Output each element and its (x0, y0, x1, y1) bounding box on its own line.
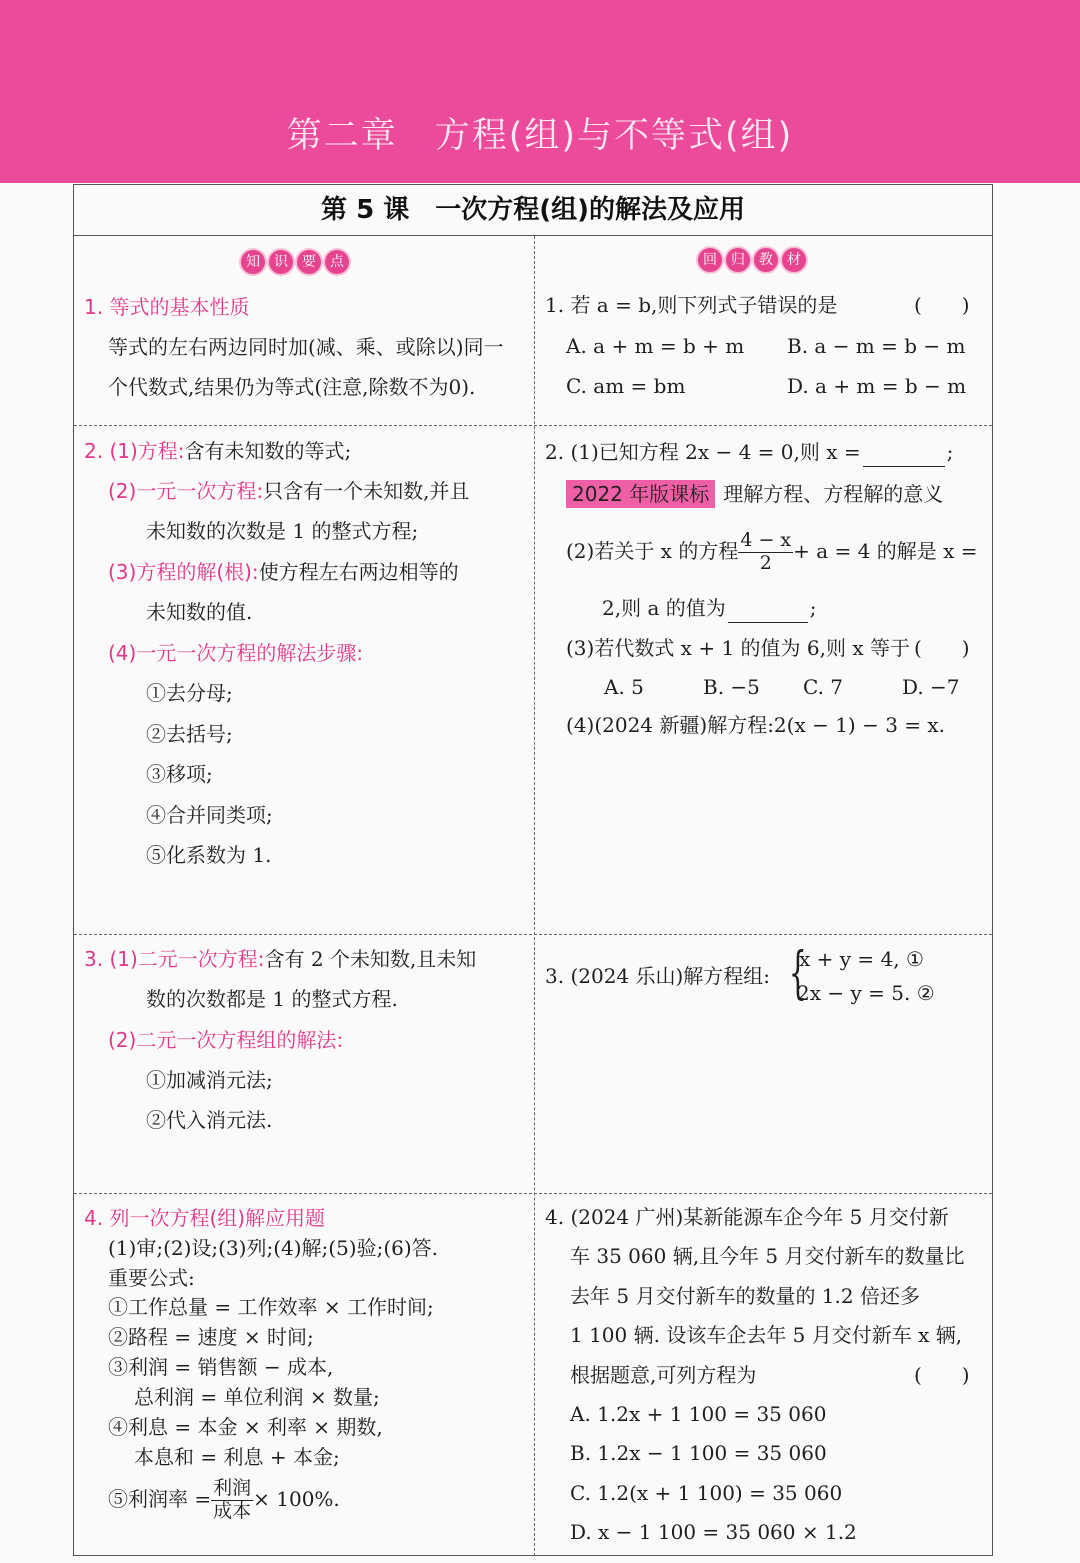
chapter-title: 第二章 方程(组)与不等式(组) (286, 116, 794, 156)
k4-f5-text: ⑤利润率 = (108, 1486, 212, 1511)
badge-char: 识 (269, 250, 293, 274)
k4-formula-5 (108, 1478, 340, 1523)
q2-part1 (545, 440, 953, 467)
q1-option-b: B. a − m = b − m (787, 334, 966, 358)
badge-char: 归 (726, 248, 750, 272)
k2-point2 (108, 479, 469, 503)
q4-option-a: A. 1.2x + 1 100 = 35 060 (570, 1402, 827, 1426)
q1-option-d: D. a + m = b − m (787, 374, 967, 398)
q2-p1-semicolon: ; (946, 440, 954, 464)
knowledge-points-badge (241, 250, 349, 274)
q4-line5: 根据题意,可列方程为 (570, 1363, 757, 1387)
row-divider-1 (74, 425, 992, 426)
q2-standard-note (566, 482, 943, 506)
q4-line4: 1 100 辆. 设该车企去年 5 月交付新车 x 辆, (570, 1323, 963, 1347)
q2-part3-paren: ( ) (914, 636, 970, 660)
q4-line1: 4. (2024 广州)某新能源车企今年 5 月交付新 (545, 1205, 949, 1229)
k3-method-1: ①加减消元法; (146, 1068, 273, 1092)
k4-formula-3b: 总利润 = 单位利润 × 数量; (134, 1385, 380, 1409)
q2-part2-cont (602, 596, 816, 623)
q2-p2-semicolon: ; (809, 596, 817, 620)
curriculum-tag: 2022 年版课标 (566, 480, 715, 508)
row-divider-2 (74, 934, 992, 935)
lesson-title: 第 5 课 一次方程(组)的解法及应用 (73, 184, 993, 236)
q1-answer-paren: ( ) (914, 293, 970, 317)
curriculum-note: 理解方程、方程解的意义 (723, 482, 944, 506)
q4-line2: 车 35 060 辆,且今年 5 月交付新车的数量比 (570, 1244, 965, 1268)
fraction-denominator: 成本 (213, 1499, 252, 1522)
q4-option-c: C. 1.2(x + 1 100) = 35 060 (570, 1481, 843, 1505)
q3-equation-2: 2x − y = 5. ② (797, 981, 935, 1005)
row-divider-3 (74, 1193, 992, 1194)
q3-equation-1: x + y = 4, ① (799, 947, 924, 971)
k3-p1-label: 3. (1)二元一次方程: (84, 947, 265, 971)
q1-option-c: C. am = bm (566, 374, 686, 398)
k2-point3 (108, 560, 459, 584)
k3-method-2: ②代入消元法. (146, 1108, 273, 1132)
system-brace: { (788, 941, 807, 1006)
badge-char: 要 (297, 250, 321, 274)
q2-option-c: C. 7 (803, 675, 844, 699)
k3-p1-cont: 数的次数都是 1 的整式方程. (146, 987, 398, 1011)
fraction-numerator: 利润 (213, 1477, 252, 1499)
k2-p3-text: 使方程左右两边相等的 (258, 560, 459, 584)
q4-answer-paren: ( ) (914, 1363, 970, 1387)
q2-p2-text-b: + a = 4 的解是 x = (793, 538, 978, 563)
k2-step: ③移项; (146, 762, 213, 786)
q2-p1-text: 2. (1)已知方程 2x − 4 = 0,则 x = (545, 440, 861, 464)
q3-stem: 3. (2024 乐山)解方程组: (545, 964, 771, 988)
k2-p3-cont: 未知数的值. (146, 600, 253, 624)
q1-option-a: A. a + m = b + m (566, 334, 745, 358)
k4-formula-title: 重要公式: (108, 1266, 195, 1290)
k1-line2: 个代数式,结果仍为等式(注意,除数不为0). (108, 375, 476, 399)
fraction-denominator: 2 (759, 551, 772, 574)
q2-p2-text: (2)若关于 x 的方程 (566, 538, 739, 563)
k1-heading: 1. 等式的基本性质 (84, 295, 250, 319)
k2-p1-text: 含有未知数的等式; (184, 439, 352, 463)
q2-fraction (738, 530, 793, 575)
k2-step: ①去分母; (146, 681, 233, 705)
column-divider (534, 236, 535, 1556)
k2-p4-label: (4)一元一次方程的解法步骤: (108, 641, 364, 665)
k2-p2-cont: 未知数的次数是 1 的整式方程; (146, 519, 419, 543)
badge-char: 教 (754, 248, 778, 272)
k3-p2-label: (2)二元一次方程组的解法: (108, 1028, 344, 1052)
k2-p2-label: (2)一元一次方程: (108, 479, 264, 503)
k2-p3-label: (3)方程的解(根): (108, 560, 259, 584)
profit-rate-fraction (211, 1478, 253, 1523)
q4-line3: 去年 5 月交付新车的数量的 1.2 倍还多 (570, 1284, 920, 1308)
k2-p2-text: 只含有一个未知数,并且 (263, 479, 470, 503)
q2-option-d: D. −7 (902, 675, 960, 699)
badge-char: 点 (325, 250, 349, 274)
q2-part2 (566, 530, 978, 575)
k4-formula-2: ②路程 = 速度 × 时间; (108, 1325, 314, 1349)
badge-char: 材 (782, 248, 806, 272)
q2-p2-text-c: 2,则 a 的值为 (602, 596, 726, 620)
q2-part3: (3)若代数式 x + 1 的值为 6,则 x 等于 (566, 636, 910, 660)
k4-f5-text-b: × 100%. (253, 1486, 340, 1511)
badge-char: 回 (698, 248, 722, 272)
k2-step: ②去括号; (146, 722, 233, 746)
q2-part4: (4)(2024 新疆)解方程:2(x − 1) − 3 = x. (566, 713, 946, 737)
back-to-textbook-badge (698, 248, 806, 272)
badge-char: 知 (241, 250, 265, 274)
k1-line1: 等式的左右两边同时加(减、乘、或除以)同一 (108, 335, 504, 359)
k4-steps: (1)审;(2)设;(3)列;(4)解;(5)验;(6)答. (108, 1236, 439, 1260)
q2-p1-blank (863, 442, 945, 467)
k4-formula-4b: 本息和 = 利息 + 本金; (134, 1445, 340, 1469)
k2-point1 (84, 439, 351, 463)
fraction-numerator: 4 − x (740, 529, 792, 551)
k2-step: ④合并同类项; (146, 803, 273, 827)
q2-p2-blank (728, 598, 808, 623)
k3-point1 (84, 947, 476, 971)
k3-p1-text: 含有 2 个未知数,且未知 (264, 947, 477, 971)
q2-option-a: A. 5 (604, 675, 644, 699)
q1-stem: 1. 若 a = b,则下列式子错误的是 (545, 293, 838, 317)
k4-formula-3a: ③利润 = 销售额 − 成本, (108, 1355, 334, 1379)
k4-formula-1: ①工作总量 = 工作效率 × 工作时间; (108, 1295, 434, 1319)
k4-formula-4a: ④利息 = 本金 × 利率 × 期数, (108, 1415, 383, 1439)
q4-option-b: B. 1.2x − 1 100 = 35 060 (570, 1441, 827, 1465)
q2-option-b: B. −5 (703, 675, 760, 699)
k2-p1-label: 2. (1)方程: (84, 439, 185, 463)
k4-heading: 4. 列一次方程(组)解应用题 (84, 1206, 326, 1230)
q4-option-d: D. x − 1 100 = 35 060 × 1.2 (570, 1520, 857, 1544)
k2-step: ⑤化系数为 1. (146, 843, 272, 867)
